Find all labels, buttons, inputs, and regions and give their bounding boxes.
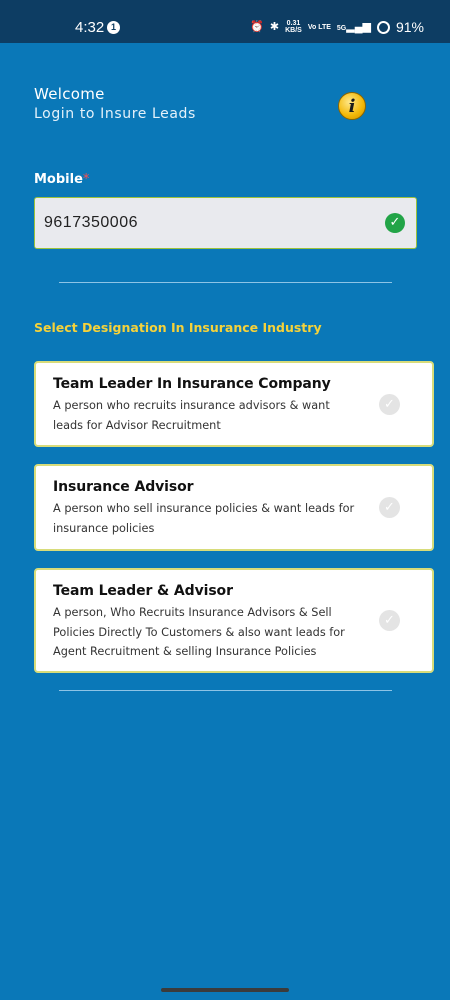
- data-speed-value: 0.31: [286, 20, 301, 27]
- mobile-input[interactable]: [34, 197, 417, 249]
- signal-icon: 5G▂▄▆: [336, 21, 371, 33]
- data-speed-icon: [285, 20, 302, 34]
- battery-icon: [377, 21, 390, 34]
- notification-badge: 1: [107, 21, 120, 34]
- network-type: 5G: [336, 25, 347, 32]
- gesture-nav-handle[interactable]: [161, 988, 289, 992]
- option-check-icon[interactable]: ✓: [379, 394, 400, 415]
- alarm-icon: ⏰: [250, 21, 264, 33]
- option-description: A person who sell insurance policies & want leads for insurance policies: [53, 502, 355, 535]
- status-time: 4:32: [75, 19, 105, 36]
- welcome-title: Welcome: [34, 85, 105, 103]
- option-description: A person, Who Recruits Insurance Advisors & Sell Policies Directly To Customers & also want leads for Agent Recruitment & selling Insurance Policies: [53, 606, 345, 658]
- status-bar: [0, 0, 450, 43]
- mobile-label-text: Mobile: [34, 172, 83, 187]
- option-check-icon[interactable]: ✓: [379, 497, 400, 518]
- divider-top: [59, 282, 392, 283]
- designation-option-team-leader-advisor[interactable]: [34, 568, 434, 673]
- status-icons: [250, 19, 424, 35]
- designation-option-team-leader[interactable]: [34, 361, 434, 447]
- info-icon[interactable]: i: [338, 92, 366, 120]
- data-speed-unit: KB/S: [285, 27, 302, 34]
- option-title: Team Leader In Insurance Company: [53, 376, 331, 392]
- battery-level: 91%: [395, 19, 424, 35]
- valid-check-icon: ✓: [385, 213, 405, 233]
- bluetooth-icon: ✱: [269, 21, 280, 33]
- required-mark: *: [82, 172, 90, 187]
- volte-icon: Vo LTE: [307, 23, 331, 31]
- option-check-icon[interactable]: ✓: [379, 610, 400, 631]
- login-subtitle: Login to Insure Leads: [34, 106, 196, 122]
- option-description: A person who recruits insurance advisors & want leads for Advisor Recruitment: [53, 399, 330, 432]
- option-title: Insurance Advisor: [53, 479, 194, 495]
- mobile-input-value[interactable]: 9617350006: [44, 214, 138, 231]
- divider-bottom: [59, 690, 392, 691]
- designation-section-title: Select Designation In Insurance Industry: [34, 320, 322, 335]
- option-title: Team Leader & Advisor: [53, 583, 233, 599]
- mobile-label: [34, 172, 89, 187]
- designation-option-advisor[interactable]: [34, 464, 434, 551]
